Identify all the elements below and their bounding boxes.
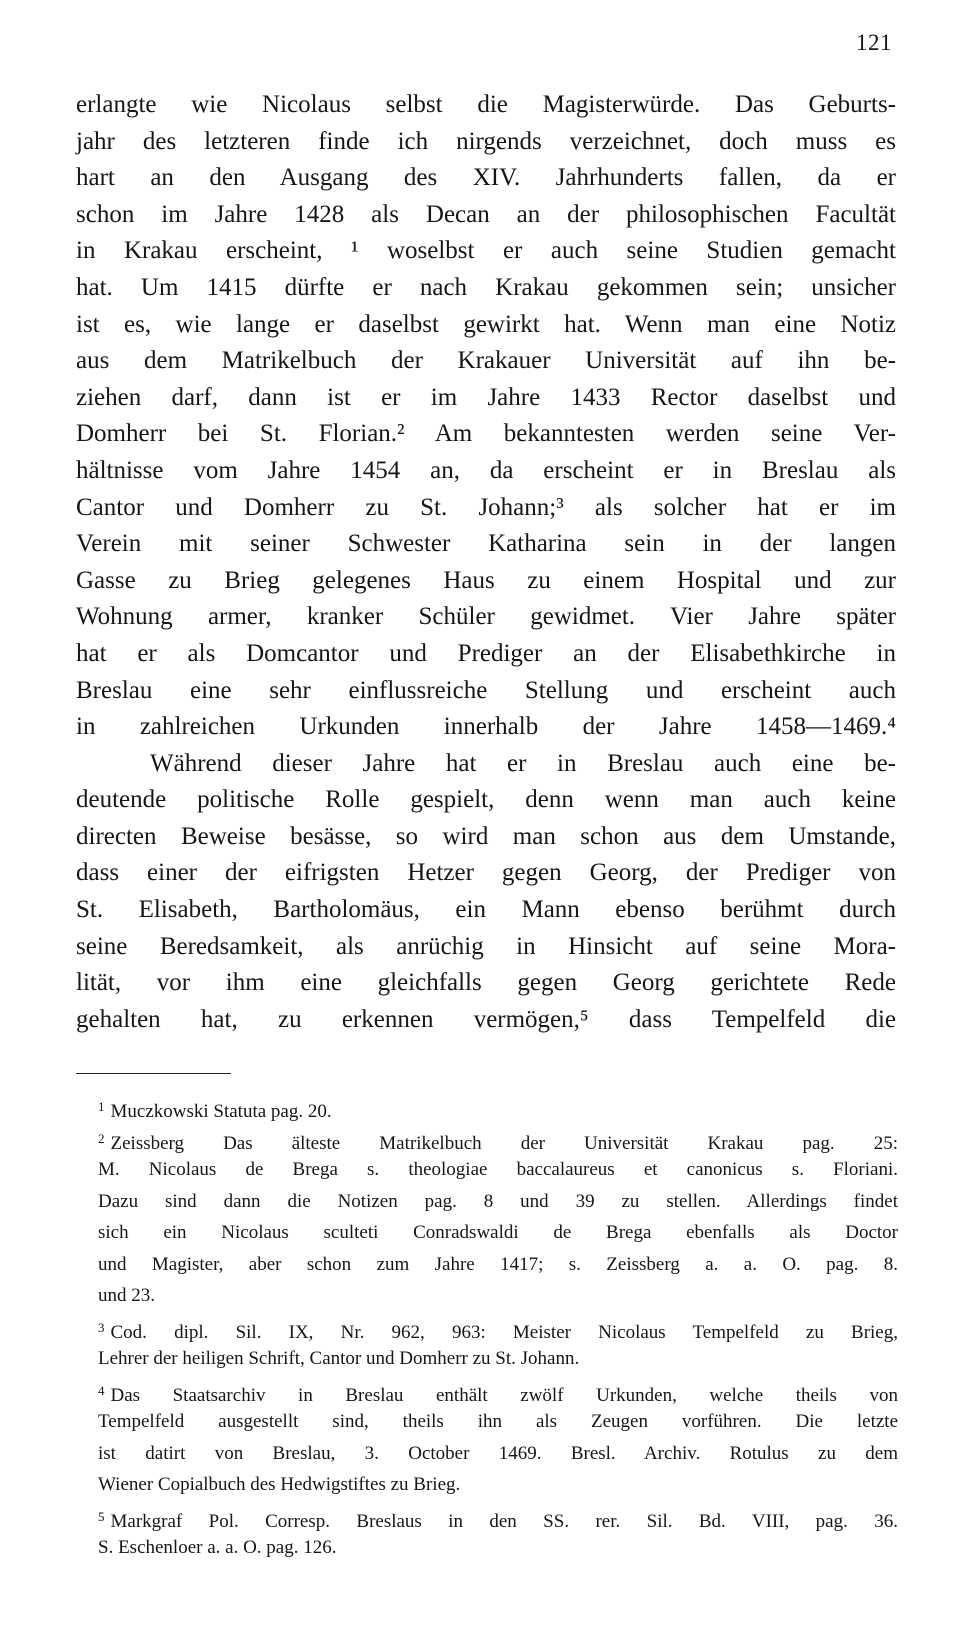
footnote-3	[98, 1312, 898, 1375]
footnote-line: und 23.	[98, 1285, 155, 1306]
body-line: in zahlreichen Urkunden innerhalb der Jahre 1458—1469.⁴	[76, 713, 896, 741]
body-line: hältnisse vom Jahre 1454 an, da erscheint er in Breslau als	[76, 456, 896, 484]
footnote-line: $^3$ Cod. dipl. Sil. IX, Nr. 962, 963: Meister Nicolaus Tempelfeld zu Brieg,	[98, 1319, 898, 1343]
footnote-line: ist datirt von Breslau, 3. October 1469. Bresl. Archiv. Rotulus zu dem	[98, 1442, 898, 1464]
footnote-line: S. Eschenloer a. a. O. pag. 126.	[98, 1537, 337, 1558]
footnote-4	[98, 1375, 898, 1501]
body-line: erlangte wie Nicolaus selbst die Magisterwürde. Das Geburts-	[76, 91, 896, 118]
footnote-line: M. Nicolaus de Brega s. theologiae baccalaureus et canonicus s. Floriani.	[98, 1159, 898, 1180]
footnote-mark: 2	[98, 1130, 105, 1146]
body-line: St. Elisabeth, Bartholomäus, ein Mann ebenso berühmt durch	[76, 896, 896, 924]
footnote-2	[98, 1123, 898, 1312]
footnote-line: $^1$ Muczkowski Statuta pag. 20.	[98, 1099, 332, 1122]
body-line: deutende politische Rolle gespielt, denn wenn man auch keine	[76, 786, 896, 814]
body-line: Wohnung armer, kranker Schüler gewidmet. Vier Jahre später	[76, 603, 896, 631]
body-line: Cantor und Domherr zu St. Johann;³ als solcher hat er im	[76, 493, 896, 521]
footnotes	[98, 1091, 898, 1564]
body-line: lität, vor ihm eine gleichfalls gegen Georg gerichtete Rede	[76, 969, 896, 997]
footnote-mark: 4	[98, 1382, 105, 1398]
body-line: ist es, wie lange er daselbst gewirkt hat. Wenn man eine Notiz	[76, 310, 896, 338]
body-line: ziehen darf, dann ist er im Jahre 1433 Rector daselbst und	[76, 383, 896, 411]
body-line: hat er als Domcantor und Prediger an der Elisabethkirche in	[76, 639, 896, 667]
footnote-line: Tempelfeld ausgestellt sind, theils ihn als Zeugen vorführen. Die letzte	[98, 1411, 898, 1432]
body-line: schon im Jahre 1428 als Decan an der philosophischen Facultät	[76, 200, 896, 228]
body-line: in Krakau erscheint, ¹ woselbst er auch seine Studien gemacht	[76, 237, 896, 265]
body-line: Domherr bei St. Florian.² Am bekanntesten werden seine Ver-	[76, 420, 896, 448]
body-line: aus dem Matrikelbuch der Krakauer Universität auf ihn be-	[76, 347, 896, 375]
footnote-line: $^4$ Das Staatsarchiv in Breslau enthält zwölf Urkunden, welche theils von	[98, 1382, 898, 1406]
footnote-mark: 3	[98, 1319, 105, 1335]
body-line: directen Beweise besässe, so wird man schon aus dem Umstande,	[76, 822, 896, 850]
body-line: Breslau eine sehr einflussreiche Stellung und erscheint auch	[76, 676, 896, 704]
footnote-line: Lehrer der heiligen Schrift, Cantor und Domherr zu St. Johann.	[98, 1348, 580, 1369]
footnote-1	[98, 1091, 898, 1123]
footnote-line: $^5$ Markgraf Pol. Corresp. Breslaus in den SS. rer. Sil. Bd. VIII, pag. 36.	[98, 1508, 898, 1532]
footnote-line: Dazu sind dann die Notizen pag. 8 und 39 zu stellen. Allerdings findet	[98, 1190, 898, 1212]
body-line: hart an den Ausgang des XIV. Jahrhunderts fallen, da er	[76, 164, 896, 192]
body-text	[76, 87, 896, 1038]
footnote-line: $^2$ Zeissberg Das älteste Matrikelbuch der Universität Krakau pag. 25:	[98, 1130, 898, 1154]
body-line: gehalten hat, zu erkennen vermögen,⁵ dass Tempelfeld die	[76, 1005, 896, 1033]
footnote-mark: 5	[98, 1508, 105, 1524]
body-line: Verein mit seiner Schwester Katharina sein in der langen	[76, 530, 896, 558]
page-number: 121	[856, 30, 892, 55]
footnote-divider	[76, 1073, 231, 1074]
body-line-paragraph-start: Während dieser Jahre hat er in Breslau auch eine be-	[150, 749, 896, 777]
body-line: seine Beredsamkeit, als anrüchig in Hinsicht auf seine Mora-	[76, 932, 896, 960]
body-line: jahr des letzteren finde ich nirgends verzeichnet, doch muss es	[76, 127, 896, 155]
footnote-line: Wiener Copialbuch des Hedwigstiftes zu Brieg.	[98, 1474, 461, 1495]
footnote-line: und Magister, aber schon zum Jahre 1417; s. Zeissberg a. a. O. pag. 8.	[98, 1253, 898, 1275]
footnote-mark: 1	[98, 1099, 105, 1114]
body-line: hat. Um 1415 dürfte er nach Krakau gekommen sein; unsicher	[76, 273, 896, 301]
footnote-line: sich ein Nicolaus sculteti Conradswaldi de Brega ebenfalls als Doctor	[98, 1222, 898, 1243]
body-line: Gasse zu Brieg gelegenes Haus zu einem Hospital und zur	[76, 566, 896, 594]
body-line: dass einer der eifrigsten Hetzer gegen Georg, der Prediger von	[76, 859, 896, 887]
footnote-5	[98, 1501, 898, 1564]
